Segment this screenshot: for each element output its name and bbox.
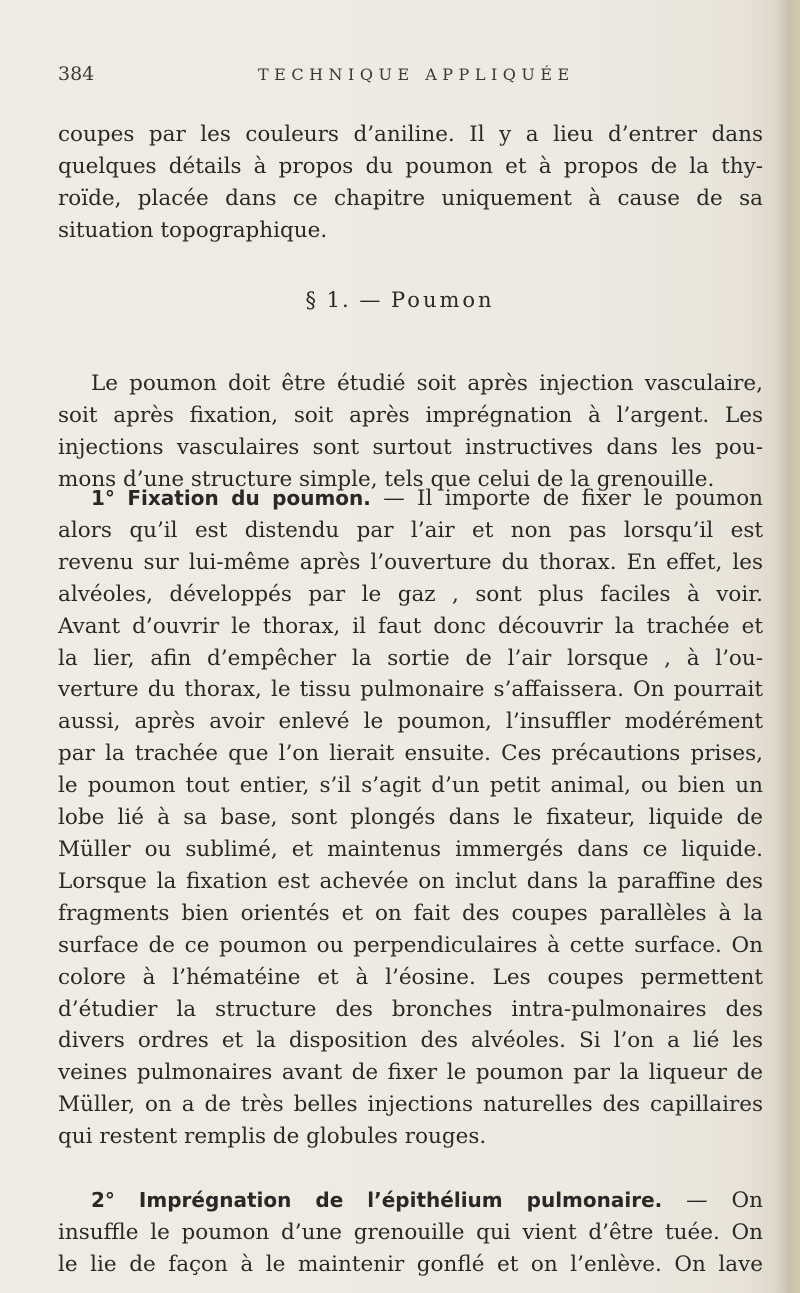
fixation-paragraph <box>58 483 763 1153</box>
text-line: coupes par les couleurs d’aniline. Il y a lieu d’entrer dans <box>58 122 763 147</box>
section-dash: — <box>359 288 383 312</box>
text-line: Le poumon doit être étudié soit après injection vasculaire, <box>91 371 763 396</box>
text-line: le poumon tout entier, s’il s’agit d’un petit animal, ou bien un <box>58 773 763 799</box>
text-line: alvéoles, développés par le gaz , sont plus faciles à voir. <box>58 581 763 607</box>
lead-paragraph <box>58 368 763 496</box>
text-line: divers ordres et la disposition des alvéoles. Si l’on a lié les <box>58 1028 763 1054</box>
text-line: colore à l’hématéine et à l’éosine. Les coupes permettent <box>58 964 763 990</box>
impregnation-first-line: — On <box>686 1188 763 1213</box>
text-line: alors qu’il est distendu par l’air et non pas lorsqu’il est <box>58 517 763 543</box>
text-line: veines pulmonaires avant de fixer le poumon par la liqueur de <box>58 1060 763 1086</box>
text-line <box>58 483 763 515</box>
text-line: Avant d’ouvrir le thorax, il faut donc découvrir la trachée et <box>58 613 763 639</box>
intro-paragraph <box>58 119 763 247</box>
text-line: verture du thorax, le tissu pulmonaire s’affaissera. On pourrait <box>58 677 763 703</box>
text-line: quelques détails à propos du poumon et à propos de la thy- <box>58 153 763 179</box>
page-number: 384 <box>58 63 95 85</box>
text-line: situation topographique. <box>58 217 328 243</box>
impregnation-heading: 2° Imprégnation de l’épithélium pulmonaire. <box>91 1188 663 1212</box>
text-line: d’étudier la structure des bronches intra-pulmonaires des <box>58 996 763 1022</box>
text-line <box>58 1185 763 1217</box>
running-title: TECHNIQUE APPLIQUÉE <box>258 65 575 84</box>
text-line: la lier, afin d’empêcher la sortie de l’air lorsque , à l’ou- <box>58 645 763 671</box>
text-line: le lie de façon à le maintenir gonflé et on l’enlève. On lave <box>58 1251 763 1277</box>
impregnation-paragraph <box>58 1185 763 1281</box>
text-line: roïde, placée dans ce chapitre uniquement à cause de sa <box>58 185 763 211</box>
fixation-first-line: — Il importe de fixer le poumon <box>383 486 763 511</box>
fixation-heading: 1° Fixation du poumon. <box>91 486 371 510</box>
text-line: Müller ou sublimé, et maintenus immergés dans ce liquide. <box>58 836 763 862</box>
running-header <box>58 63 758 93</box>
text-line: injections vasculaires sont surtout instructives dans les pou- <box>58 434 763 460</box>
text-line: Lorsque la fixation est achevée on inclut dans la paraffine des <box>58 868 763 894</box>
section-number: § 1. <box>305 288 351 312</box>
text-line: insuffle le poumon d’une grenouille qui vient d’être tuée. On <box>58 1219 763 1245</box>
text-line: par la trachée que l’on lierait ensuite. Ces précautions prises, <box>58 741 763 767</box>
text-line: Müller, on a de très belles injections naturelles des capillaires <box>58 1092 763 1118</box>
text-line: fragments bien orientés et on fait des coupes parallèles à la <box>58 900 763 926</box>
section-title: Poumon <box>391 288 495 312</box>
text-line: soit après fixation, soit après imprégnation à l’argent. Les <box>58 402 763 428</box>
text-line: lobe lié à sa base, sont plongés dans le fixateur, liquide de <box>58 805 763 831</box>
page-edge-shadow <box>774 0 800 1293</box>
text-line: surface de ce poumon ou perpendiculaires à cette surface. On <box>58 932 763 958</box>
text-line: revenu sur lui-même après l’ouverture du thorax. En effet, les <box>58 549 763 575</box>
text-line: mons d’une structure simple, tels que celui de la grenouille. <box>58 466 715 492</box>
text-line: qui restent remplis de globules rouges. <box>58 1124 487 1150</box>
text-line: aussi, après avoir enlevé le poumon, l’insuffler modérément <box>58 709 763 735</box>
section-heading <box>0 288 800 312</box>
